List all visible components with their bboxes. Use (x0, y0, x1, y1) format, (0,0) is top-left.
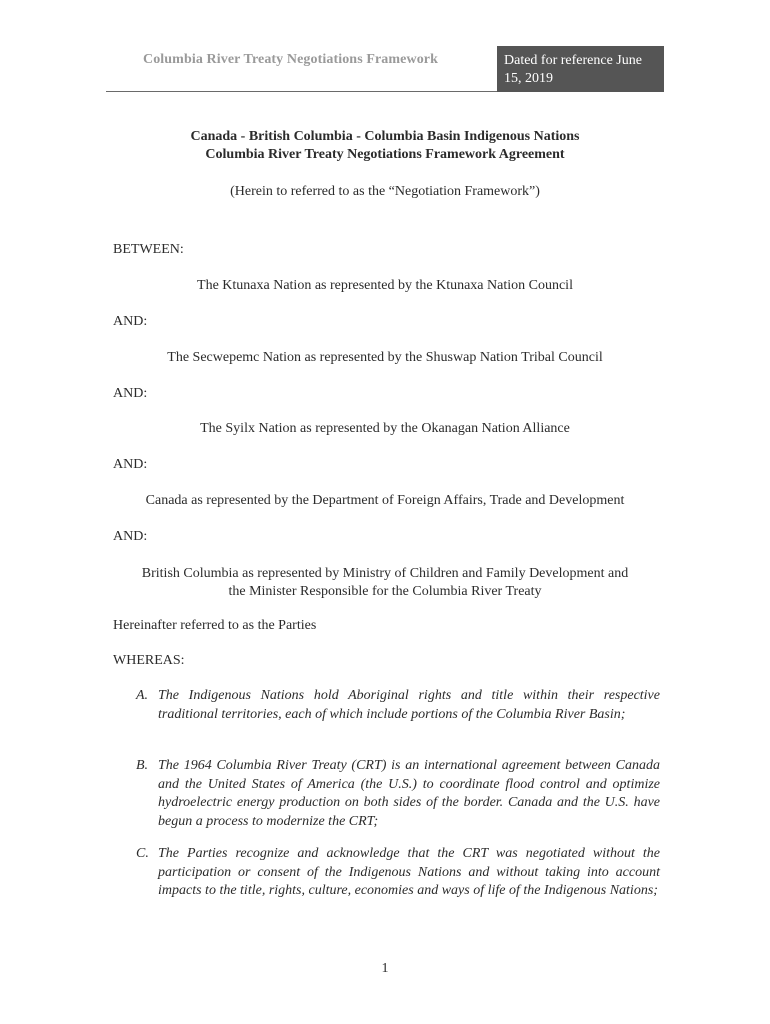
clause-text: The Parties recognize and acknowledge that the CRT was negotiated without the participation or consent of the Indigenous Nations and without taking into account impacts to the title, rights, culture, economies and ways of life of the Indigenous Nations; (158, 846, 660, 899)
whereas-clause-c (136, 845, 660, 901)
hereinafter-text: Hereinafter referred to as the Parties (113, 618, 317, 633)
document-title-line-1: Canada - British Columbia - Columbia Basin Indigenous Nations (190, 129, 580, 144)
clause-letter: A. (136, 688, 149, 703)
party-canada: Canada as represented by the Department of Foreign Affairs, Trade and Development (145, 493, 625, 508)
party-secwepemc: The Secwepemc Nation as represented by the Shuswap Nation Tribal Council (167, 350, 603, 365)
header-rule (106, 91, 498, 92)
clause-text: The Indigenous Nations hold Aboriginal rights and title within their respective traditional territories, each of which include portions of the Columbia River Basin; (158, 688, 660, 722)
header-title: Columbia River Treaty Negotiations Framework (143, 52, 438, 67)
party-syilx: The Syilx Nation as represented by the Okanagan Nation Alliance (200, 421, 570, 436)
whereas-clause-a (136, 687, 660, 724)
party-british-columbia (110, 565, 660, 601)
whereas-label: WHEREAS: (113, 653, 185, 668)
date-badge: Dated for reference June 15, 2019 (497, 46, 664, 92)
and-label: AND: (113, 457, 148, 472)
party-bc-line-2: the Minister Responsible for the Columbia River Treaty (228, 584, 542, 599)
document-title-line-2: Columbia River Treaty Negotiations Framework Agreement (205, 147, 565, 162)
document-subtitle: (Herein to referred to as the “Negotiation Framework”) (230, 184, 540, 199)
clause-letter: B. (136, 758, 149, 773)
and-label: AND: (113, 386, 148, 401)
clause-text: The 1964 Columbia River Treaty (CRT) is an international agreement between Canada and the United States of America (the U.S.) to coordinate flood control and optimize hydroelectric energy production on both sides of the border. Canada and the U.S. have begun a process to modernize the CRT; (158, 758, 660, 830)
page-number: 1 (381, 961, 389, 976)
whereas-clause-b (136, 757, 660, 832)
party-ktunaxa: The Ktunaxa Nation as represented by the Ktunaxa Nation Council (197, 278, 573, 293)
party-bc-line-1: British Columbia as represented by Ministry of Children and Family Development and (141, 566, 629, 581)
and-label: AND: (113, 529, 148, 544)
between-label: BETWEEN: (113, 242, 184, 257)
and-label: AND: (113, 314, 148, 329)
clause-letter: C. (136, 846, 149, 861)
